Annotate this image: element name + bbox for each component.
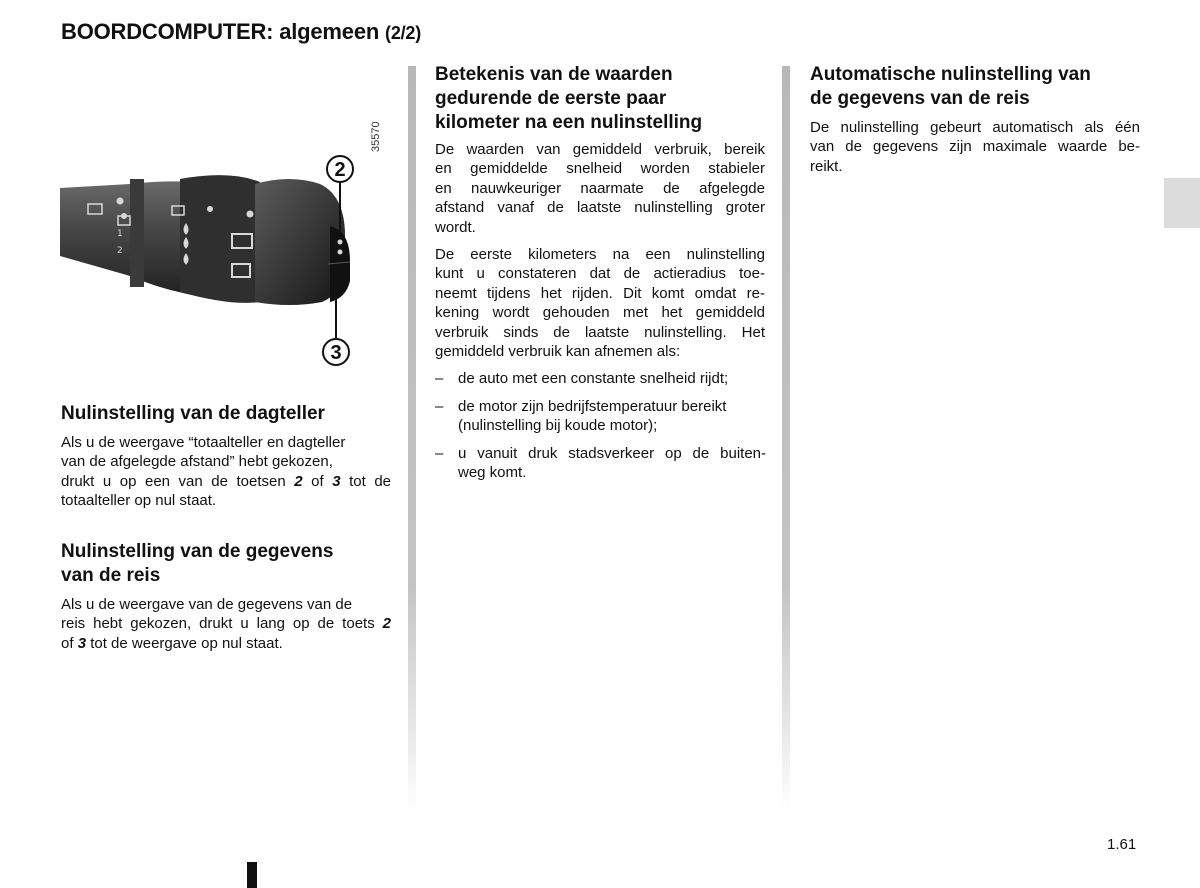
text-line: Als u de weergave van de gegevens van de bbox=[61, 596, 353, 613]
text-line: afstand vanaf de laatste nulinstelling groter bbox=[435, 199, 765, 217]
text-fragment: reis hebt gekozen, drukt u lang op de toets bbox=[61, 615, 375, 633]
text-line: en gemiddelde snelheid worden stabieler bbox=[435, 160, 765, 178]
text-fragment: of bbox=[61, 634, 74, 652]
text-line: van de gegevens zijn maximale waarde be- bbox=[810, 138, 1140, 156]
callout-3-label: 3 bbox=[330, 342, 342, 364]
paragraph-range-increase bbox=[435, 245, 765, 361]
list-item-text bbox=[458, 397, 766, 436]
text-line: neemt tijdens het rijden. Dit komt omdat re- bbox=[435, 284, 765, 302]
list-item bbox=[435, 397, 770, 437]
text-line bbox=[61, 472, 391, 491]
heading-values-meaning bbox=[435, 63, 770, 135]
heading-line: van de reis bbox=[61, 565, 161, 586]
figure-code-text: 35570 bbox=[370, 121, 382, 152]
text-line: weg komt. bbox=[458, 464, 527, 482]
heading-line: kilometer na een nulinstelling bbox=[435, 112, 703, 133]
list-dash: – bbox=[435, 370, 444, 387]
paragraph-reset-trip-counter bbox=[61, 433, 391, 511]
heading-line: de gegevens van de reis bbox=[810, 88, 1030, 109]
page-number: 1.61 bbox=[1107, 836, 1137, 853]
key-ref-3: 3 bbox=[332, 472, 341, 490]
list-item bbox=[435, 369, 770, 389]
figure-code bbox=[370, 112, 384, 152]
paragraph-reset-trip-data bbox=[61, 595, 391, 653]
stalk-symbol-2: 2 bbox=[117, 246, 123, 256]
list-item bbox=[435, 444, 770, 484]
text-line: (nulinstelling bij koude motor); bbox=[458, 417, 658, 435]
list-dash: – bbox=[435, 445, 444, 462]
page-title-part: (2/2) bbox=[385, 23, 422, 43]
page-title bbox=[61, 19, 421, 45]
text-line: De nulinstelling gebeurt automatisch als één bbox=[810, 119, 1140, 136]
chapter-tab bbox=[1164, 178, 1200, 228]
key-ref-3: 3 bbox=[77, 634, 87, 652]
list-dash: – bbox=[435, 398, 444, 415]
stalk-symbol-1: 1 bbox=[117, 229, 123, 239]
column-separator-1 bbox=[408, 66, 416, 810]
text-line: de motor zijn bedrijfstemperatuur bereikt bbox=[458, 398, 727, 415]
text-line: u vanuit druk stadsverkeer op de buiten- bbox=[458, 445, 766, 462]
text-fragment: of bbox=[311, 472, 324, 490]
text-line: De eerste kilometers na een nulinstelling bbox=[435, 246, 765, 263]
text-line: van de afgelegde afstand” hebt gekozen, bbox=[61, 453, 333, 471]
heading-line: Betekenis van de waarden bbox=[435, 64, 673, 85]
text-line bbox=[61, 614, 391, 633]
crop-mark bbox=[247, 862, 257, 888]
text-line: reikt. bbox=[810, 157, 843, 175]
text-line: en nauwkeuriger naarmate de afgelegde bbox=[435, 179, 765, 197]
text-line: gemiddeld verbruik kan afnemen als: bbox=[435, 343, 681, 361]
text-line: De waarden van gemiddeld verbruik, bereik bbox=[435, 141, 765, 158]
text-fragment: tot de weergave op nul staat. bbox=[90, 634, 283, 652]
text-line: verbruik sinds de laatste nulinstelling. Het bbox=[435, 323, 765, 341]
heading-auto-reset bbox=[810, 63, 1150, 111]
text-line bbox=[61, 634, 391, 653]
text-line: kening wordt gehouden met het gemiddeld bbox=[435, 304, 765, 322]
key-ref-2: 2 bbox=[382, 615, 391, 633]
text-line: wordt. bbox=[435, 218, 476, 236]
list-item-text bbox=[458, 444, 766, 483]
text-line: Als u de weergave “totaalteller en dagteller bbox=[61, 434, 346, 451]
key-ref-2: 2 bbox=[294, 472, 303, 490]
text-fragment: drukt u op een van de toetsen bbox=[61, 472, 286, 490]
stalk-illustration bbox=[60, 66, 390, 376]
heading-line: Nulinstelling van de gegevens bbox=[61, 541, 334, 562]
paragraph-auto-reset bbox=[810, 118, 1140, 176]
list-item-text: de auto met een constante snelheid rijdt; bbox=[458, 370, 729, 387]
text-line: totaalteller op nul staat. bbox=[61, 492, 217, 510]
heading-line: gedurende de eerste paar bbox=[435, 88, 667, 109]
page-title-main: BOORDCOMPUTER: algemeen bbox=[61, 19, 380, 44]
callout-2-label: 2 bbox=[334, 159, 346, 181]
paragraph-values-stabilize bbox=[435, 140, 765, 237]
heading-reset-trip-counter: Nulinstelling van de dagteller bbox=[61, 403, 325, 424]
text-line: kunt u constateren dat de actieradius toe- bbox=[435, 265, 765, 283]
heading-line: Automatische nulinstelling van bbox=[810, 64, 1091, 85]
heading-reset-trip-data bbox=[61, 540, 391, 588]
column-separator-2 bbox=[782, 66, 790, 810]
text-fragment: tot de bbox=[349, 472, 392, 490]
